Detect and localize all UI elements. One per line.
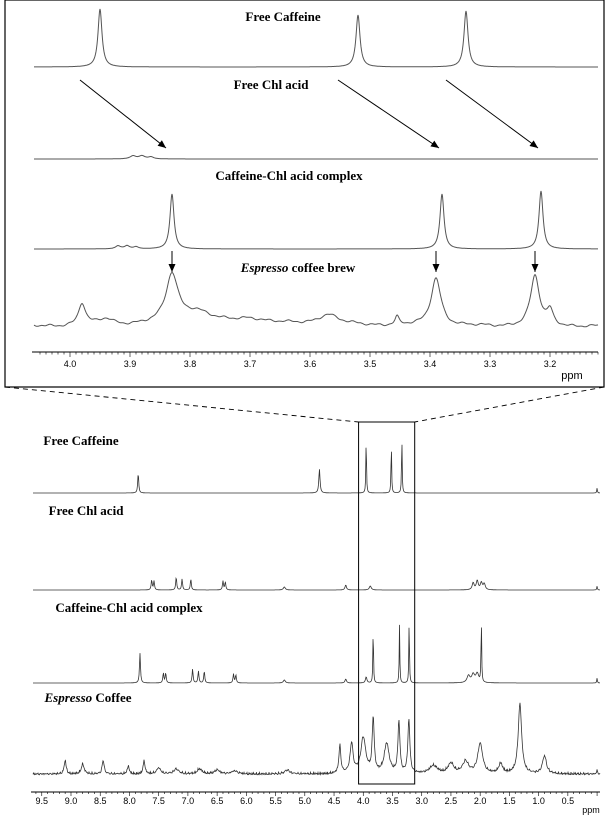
full-series-label [55,600,203,615]
full-x-tick-label: 8.0 [123,796,136,806]
full-x-tick-label: 9.5 [35,796,49,806]
full-x-tick-label: 3.0 [415,796,428,806]
inset-series-label-part: Caffeine-Chl acid complex [215,168,363,183]
full-x-tick-label: 8.5 [93,796,107,806]
inset-series-label-part: Espresso [240,260,289,275]
inset-series-label-part: coffee brew [288,260,356,275]
inset-panel [5,0,604,387]
inset-x-tick-label: 3.5 [363,359,377,369]
inset-arrow-head [532,264,539,272]
full-x-tick-label: 0.5 [561,796,575,806]
inset-x-tick-label: 3.8 [183,359,197,369]
inset-series-label [234,77,310,92]
full-series-line [33,703,600,775]
inset-series-label-part: Free Caffeine [245,9,321,24]
full-series-label-part: Free Chl acid [48,503,124,518]
full-x-tick-label: 4.5 [327,796,341,806]
full-series-line [33,578,600,590]
inset-series-label [245,9,320,24]
full-x-tick-label: 4.0 [357,796,370,806]
full-x-unit: ppm [582,805,600,815]
zoom-connector [5,387,604,422]
inset-series-line [34,273,598,327]
full-x-tick-label: 1.0 [532,796,545,806]
full-series-line [33,625,600,683]
inset-series-label [240,260,356,275]
inset-x-tick-label: 3.3 [483,359,497,369]
full-x-tick-label: 2.5 [444,796,458,806]
inset-x-unit: ppm [561,370,583,382]
full-series-label-part: Coffee [92,690,132,705]
full-x-tick-label: 9.0 [64,796,78,806]
inset-series-label [215,168,363,183]
inset-arrow-head [169,264,176,272]
inset-arrow-head [529,140,538,148]
full-series-label [43,433,118,448]
inset-x-tick-label: 3.2 [543,359,557,369]
inset-arrow [80,80,166,148]
full-spectrum-panel [31,422,600,815]
inset-arrow [338,80,439,148]
inset-arrow-head [158,140,166,148]
full-x-tick-label: 7.0 [181,796,195,806]
inset-arrow-shaft [446,80,538,148]
full-x-tick-label: 3.5 [386,796,399,806]
inset-arrow-head [430,141,439,148]
zoom-connector-right [415,387,604,422]
inset-x-tick-label: 3.7 [243,359,257,369]
full-x-tick-label: 6.5 [210,796,224,806]
inset-arrow-shaft [80,80,166,148]
full-x-tick-label: 6.0 [240,796,253,806]
full-x-tick-label: 5.5 [269,796,282,806]
full-x-tick-label: 2.0 [473,796,487,806]
inset-arrow [169,251,176,272]
full-series-label-part: Caffeine-Chl acid complex [55,600,203,615]
full-series-label [43,690,131,705]
full-series-label-part: Free Caffeine [43,433,119,448]
inset-arrow [433,251,440,272]
inset-x-tick-label: 3.4 [423,359,437,369]
full-x-tick-label: 1.5 [503,796,516,806]
inset-x-tick-label: 3.9 [123,359,137,369]
inset-arrow-head [433,264,440,272]
inset-series-line [34,191,598,249]
full-series-label-part: Espresso [44,690,93,705]
full-x-tick-label: 5.0 [298,796,312,806]
full-series-line [33,445,600,493]
inset-arrow-shaft [338,80,439,148]
inset-series-label-part: Free Chl acid [233,77,309,92]
inset-arrow [532,251,539,272]
inset-series-line [34,155,598,159]
zoom-connector-left [5,387,359,422]
inset-x-tick-label: 3.6 [303,359,317,369]
full-series-label [49,503,125,518]
full-x-tick-label: 7.5 [152,796,165,806]
inset-arrow [446,80,538,148]
inset-x-tick-label: 4.0 [63,359,77,369]
